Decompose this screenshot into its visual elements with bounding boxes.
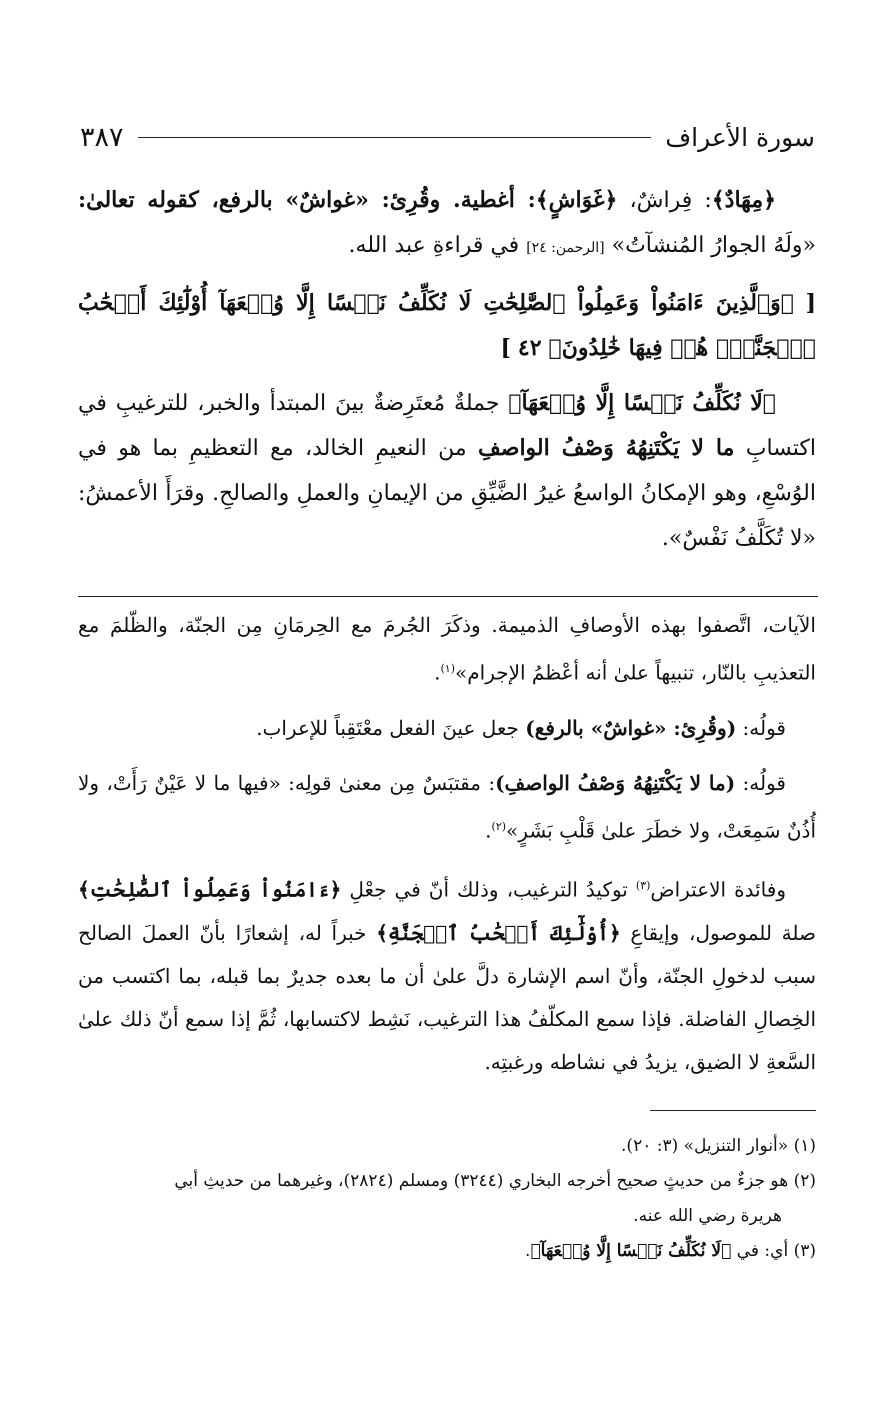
tafsir-text: جملةٌ مُعتَرِضةٌ بينَ المبتدأ والخبر، للترغيبِ في اكتسابِ <box>78 391 817 461</box>
footnote-ref: (٣) <box>635 879 651 893</box>
commentary-paragraph <box>78 762 816 853</box>
quran-term: ﴿مِهَادٌ﴾ <box>711 187 776 213</box>
paragraph-gloss <box>78 178 816 271</box>
commentary-lead: قولُه: <box>735 770 786 795</box>
footnote-2: (٢) هو جزءٌ من حديثٍ صحيح أخرجه البخاري (٣٢٤٤) ومسلم (٢٨٢٤)، وغيرهما من حديثِ أبي <box>174 1171 816 1191</box>
commentary-lead: قولُه: <box>736 715 786 740</box>
quran-verse: ﴿وَٱلَّذِينَ ءَامَنُواْ وَعَمِلُواْ ٱلصَّٰلِحَٰتِ لَا نُكَلِّفُ نَفۡسًا إِلَّا وُسۡعَهَآ أُوْلَٰٓئِكَ أَصۡحَٰبُ ٱلۡجَنَّةِۖ هُمۡ فِيهَا خَٰلِدُونَ﴾ <box>78 290 816 361</box>
footnote-1: (١) «أنوار التنزيل» (٣: ٢٠). <box>621 1136 816 1156</box>
punctuation: . <box>525 1241 531 1261</box>
footnote-3 <box>78 1235 816 1267</box>
verse-block <box>78 281 816 371</box>
surah-title: سورة الأعراف <box>665 122 815 152</box>
footnotes <box>78 1130 816 1270</box>
commentary-body: : مقتبَسٌ مِن معنىٰ قولِه: «فيها ما لا عَيْنٌ رَأَتْ، ولا أُذُنٌ سَمِعَتْ، ولا خطَرَ علىٰ قَلْبِ بَشَرٍ» <box>78 770 816 843</box>
quran-term: ﴿ءَامَنُواْ وَعَمِلُواْ ٱلصَّٰلِحَٰتِ﴾ <box>78 877 342 902</box>
commentary-body: جعل عينَ الفعل معْتَقِباً للإعراب. <box>256 715 526 740</box>
gloss-text: : أغطية. وقُرِئ: «غواشٌ» بالرفع، كقوله تعالىٰ: <box>78 187 536 213</box>
quote-text: «ولَهُ الجوارُ المُنشآتُ» <box>611 233 816 258</box>
gloss-text: في قراءةِ عبد الله. <box>348 233 527 258</box>
commentary-text <box>78 604 816 1096</box>
commentary-paragraph <box>78 707 816 750</box>
paragraph-tafsir <box>78 381 816 561</box>
punctuation: . <box>434 660 441 685</box>
bracket: ] <box>500 335 511 361</box>
commentary-body: صلة للموصول، وإيقاعِ <box>620 920 817 945</box>
citation: [الرحمن: ٢٤] <box>526 240 605 256</box>
footnote-rule <box>650 1110 816 1111</box>
quran-term: ﴿أُوْلَٰٓئِكَ أَصۡحَٰبُ ٱلۡجَنَّةِ﴾ <box>376 920 621 945</box>
commentary-body: خبراً له، إشعارًا بأنّ العملَ الصالح سبب لدخولِ الجنّة، وأنّ اسم الإشارة دلَّ علىٰ أن ما بعده جديرٌ بما قبله، بما اكتسب من الخِصالِ الفاضلة. فإذا سمع المكلّفُ هذا الترغيب، نَشِط لاكتسابها، ثُمَّ إذا سمع أنّ ذلك علىٰ السَّعةِ لا الضيق، يزيدُ في نشاطه ورغبتِه. <box>78 920 816 1074</box>
main-text <box>78 178 816 571</box>
running-header <box>80 112 815 162</box>
punctuation: . <box>485 818 492 843</box>
page-number: ٣٨٧ <box>80 121 124 153</box>
header-rule <box>138 137 652 138</box>
quran-term: ﴿غَوَاشٍ﴾ <box>535 187 618 213</box>
quran-term: ﴿لَا نُكَلِّفُ نَفۡسًا إِلَّا وُسۡعَهَآ﴾ <box>530 1241 732 1261</box>
commentary-paragraph <box>78 864 816 1084</box>
bracket: [ <box>805 290 816 316</box>
tafsir-text: من النعيمِ الخالد، مع التعظيمِ بما هو في الوُسْعِ، وهو الإمكانُ الواسعُ غيرُ الضَّيِّقِ من الإيمانِ والعملِ والصالحِ. وقرَأَ الأعمشُ: «لا تُكَلَّفُ نَفْسٌ». <box>78 436 816 551</box>
tafsir-bold: ما لا يَكْتَنِهُهُ وَصْفُ الواصفِ <box>477 435 735 461</box>
commentary-body: وفائدة الاعتراض <box>650 877 786 902</box>
commentary-quote: (وقُرِئ: «غواشٌ» بالرفع) <box>525 715 737 740</box>
ayah-number: ٤٢ <box>517 335 542 361</box>
commentary-quote: (ما لا يَكْتَنِهُهُ وَصْفُ الواصفِ) <box>495 770 736 795</box>
footnote-2-continued: هريرة رضي الله عنه. <box>633 1206 782 1226</box>
footnote-ref: (١) <box>440 662 456 675</box>
commentary-paragraph <box>78 604 816 695</box>
footnote-ref: (٢) <box>491 819 507 833</box>
section-divider <box>78 596 818 597</box>
gloss-text: : فِراشٌ، <box>617 188 712 213</box>
quran-term: ﴿لَا نُكَلِّفُ نَفۡسًا إِلَّا وُسۡعَهَآ﴾ <box>508 390 776 416</box>
commentary-body: الآيات، اتَّصفوا بهذه الأوصافِ الذميمة. وذكَرَ الجُرمَ مع الحِرمَانِ مِن الجنّة، والظّلمَ مع التعذيبِ بالنّار، تنبيهاً علىٰ أنه أعْظمُ الإجرام» <box>78 613 816 685</box>
commentary-body: توكيدُ الترغيب، وذلك أنّ في جعْلِ <box>341 877 636 902</box>
footnote-text: (٣) أي: في <box>731 1241 816 1261</box>
